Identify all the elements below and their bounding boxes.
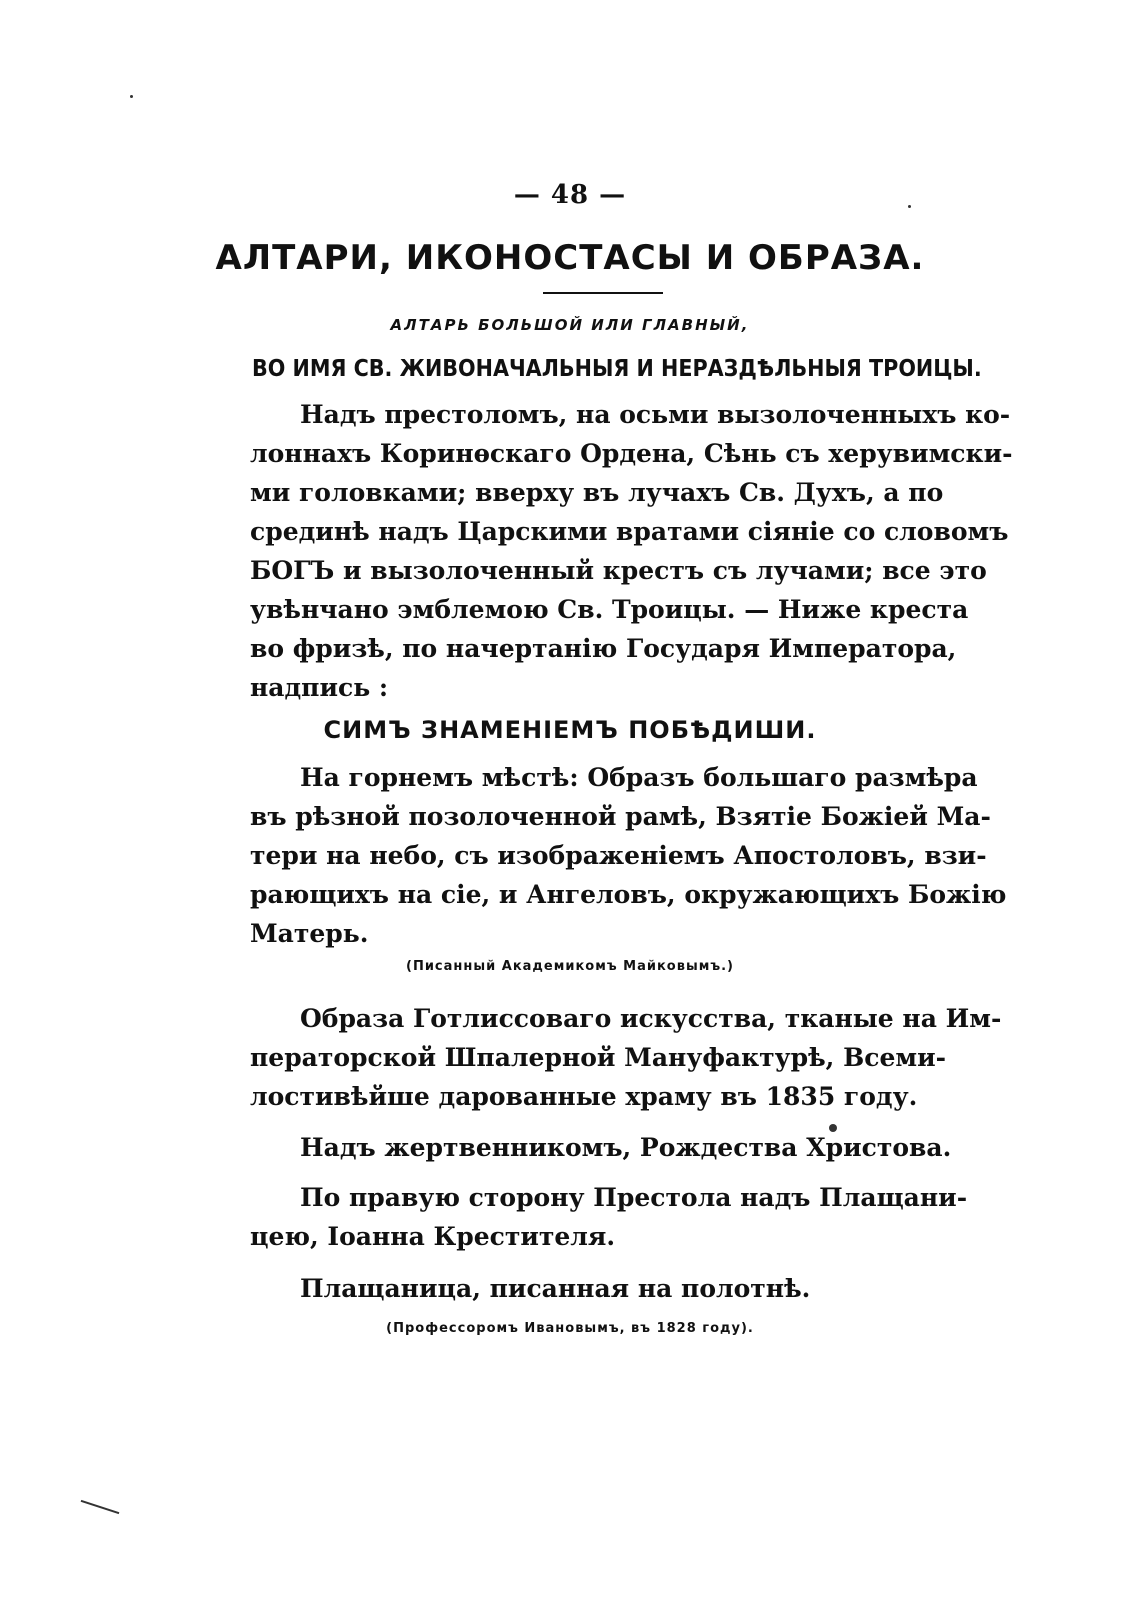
text-line: ператорской Шпалерной Мануфактурѣ, Всеми- bbox=[250, 1043, 946, 1072]
text-line: По правую сторону Престола надъ Плащани- bbox=[300, 1183, 968, 1212]
altar-subheading: АЛТАРЬ БОЛЬШОЙ ИЛИ ГЛАВНЫЙ, bbox=[390, 316, 750, 334]
text-line: тери на небо, съ изображеніемъ Апостоловъ, взи- bbox=[250, 841, 987, 870]
text-line: надпись : bbox=[250, 673, 389, 702]
attribution-note: (Профессоромъ Ивановымъ, въ 1828 году). bbox=[386, 1321, 754, 1336]
text-line: цею, Іоанна Крестителя. bbox=[250, 1222, 616, 1251]
scan-speck bbox=[130, 95, 133, 98]
attribution-note: (Писанный Академикомъ Майковымъ.) bbox=[406, 959, 734, 974]
text-line: срединѣ надъ Царскими вратами сіяніе со словомъ bbox=[250, 517, 1009, 546]
heading-divider bbox=[543, 292, 663, 294]
text-line: ми головками; вверху въ лучахъ Св. Духъ, а по bbox=[250, 478, 944, 507]
page-number: — 48 — bbox=[513, 180, 627, 210]
text-line: Надъ престоломъ, на осьми вызолоченныхъ ко- bbox=[300, 400, 1011, 429]
text-line: лостивѣйше дарованные храму въ 1835 году. bbox=[250, 1082, 918, 1111]
text-line: лоннахъ Коринѳскаго Ордена, Сѣнь съ херувимски- bbox=[250, 439, 1013, 468]
text-line: увѣнчано эмблемою Св. Троицы. — Ниже креста bbox=[250, 595, 969, 624]
text-line: На горнемъ мѣстѣ: Образъ большаго размѣра bbox=[300, 763, 978, 792]
text-line: Образа Готлиссоваго искусства, тканые на Им- bbox=[300, 1004, 1002, 1033]
section-heading: АЛТАРИ, ИКОНОСТАСЫ И ОБРАЗА. bbox=[215, 238, 925, 278]
text-line: въ рѣзной позолоченной рамѣ, Взятіе Божіей Ма- bbox=[250, 802, 991, 831]
text-line: БОГЪ и вызолоченный крестъ съ лучами; все это bbox=[250, 556, 987, 585]
text-line: рающихъ на сіе, и Ангеловъ, окружающихъ Божію bbox=[250, 880, 1007, 909]
text-line: Матерь. bbox=[250, 919, 369, 948]
scan-mark bbox=[81, 1500, 120, 1514]
inscription-motto: СИМЪ ЗНАМЕНІЕМЪ ПОБѢДИШИ. bbox=[323, 716, 817, 744]
text-line: Надъ жертвенникомъ, Рождества Христова. bbox=[300, 1133, 952, 1162]
text-line: Плащаница, писанная на полотнѣ. bbox=[300, 1274, 811, 1303]
dedication-line: ВО ИМЯ СВ. ЖИВОНАЧАЛЬНЫЯ И НЕРАЗДѢЛЬНЫЯ ТРОИЦЫ. bbox=[252, 356, 982, 382]
scan-speck bbox=[908, 205, 911, 208]
text-line: во фризѣ, по начертанію Государя Императора, bbox=[250, 634, 957, 663]
scan-speck bbox=[829, 1124, 837, 1132]
